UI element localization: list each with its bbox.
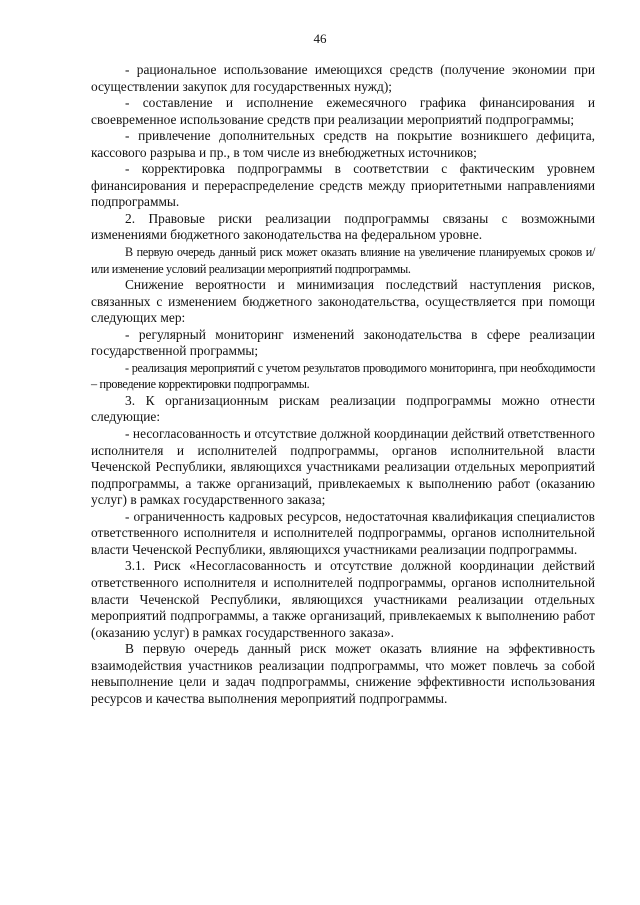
- paragraph-13: 3.1. Риск «Несогласованность и отсутствие должной координации действий ответственного исполнителя и исполнителей подпрограммы, органов исполнительной власти Чеченской Республики, являющихся участниками реализации отдельных мероприятий подпрограммы, а также организаций, привлекаемых к выполнению работ (оказанию услуг) в рамках государственного заказа».: [91, 558, 595, 640]
- paragraph-7: Снижение вероятности и минимизация последствий наступления рисков, связанных с изменением бюджетного законодательства, осуществляется при помощи следующих мер:: [91, 277, 595, 326]
- paragraph-14: В первую очередь данный риск может оказать влияние на эффективность взаимодействия участников реализации подпрограммы, что может повлечь за собой невыполнение цели и задач подпрограммы, снижение эффективности использования ресурсов и качества выполнения мероприятий подпрограммы.: [91, 641, 595, 706]
- paragraph-2: - составление и исполнение ежемесячного графика финансирования и своевременное использование средств при реализации мероприятий подпрограммы;: [91, 95, 595, 127]
- document-body: [91, 62, 595, 707]
- paragraph-10: 3. К организационным рискам реализации подпрограммы можно отнести следующие:: [91, 392, 595, 425]
- paragraph-6: В первую очередь данный риск может оказать влияние на увеличение планируемых сроков и/или изменение условий реализации мероприятий подпрограммы.: [91, 245, 595, 276]
- paragraph-8: - регулярный мониторинг изменений законодательства в сфере реализации государственной программы;: [91, 326, 595, 359]
- page-number: 46: [313, 31, 327, 46]
- paragraph-4: - корректировка подпрограммы в соответствии с фактическим уровнем финансирования и перераспределение средств между приоритетными направлениями подпрограммы.: [91, 161, 595, 210]
- paragraph-11: - несогласованность и отсутствие должной координации действий ответственного исполнителя и исполнителей подпрограммы, органов исполнительной власти Чеченской Республики, являющихся участниками реализации отдельных мероприятий подпрограммы, а также организаций, привлекаемых к выполнению работ (оказанию услуг) в рамках государственного заказа;: [91, 426, 595, 508]
- paragraph-9: - реализация мероприятий с учетом результатов проводимого мониторинга, при необходимости – проведение корректировки подпрограммы.: [91, 360, 595, 392]
- paragraph-12: - ограниченность кадровых ресурсов, недостаточная квалификация специалистов ответственного исполнителя и исполнителей подпрограммы, органов исполнительной власти Чеченской Республики, являющихся участниками реализации подпрограммы.: [91, 508, 595, 557]
- paragraph-1: - рациональное использование имеющихся средств (получение экономии при осуществлении закупок для государственных нужд);: [91, 62, 595, 94]
- paragraph-5: 2. Правовые риски реализации подпрограммы связаны с возможными изменениями бюджетного законодательства на федеральном уровне.: [91, 210, 595, 243]
- paragraph-3: - привлечение дополнительных средств на покрытие возникшего дефицита, кассового разрыва и пр., в том числе из внебюджетных источников;: [91, 128, 595, 160]
